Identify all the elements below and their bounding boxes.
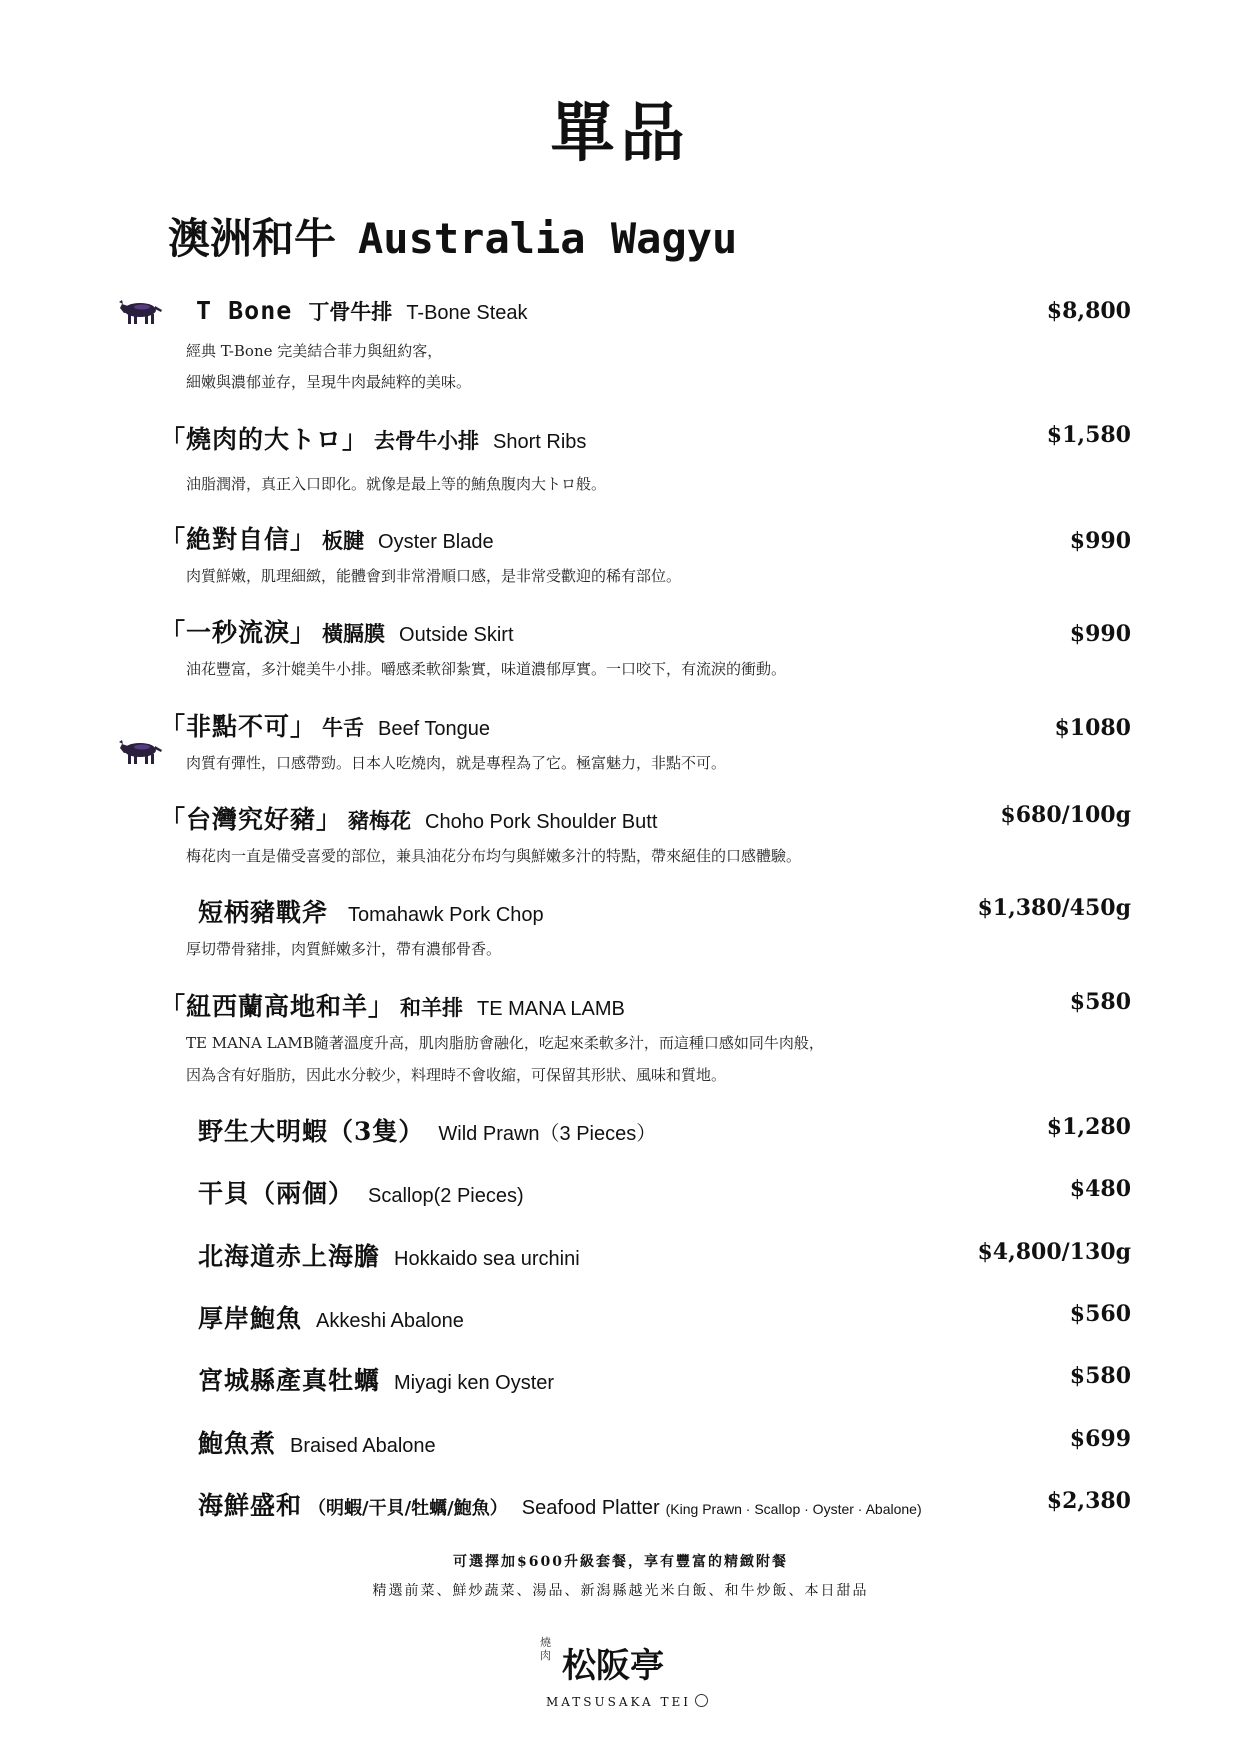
item-desc-line: 油脂潤滑，真正入口即化。就像是最上等的鮪魚腹肉大トロ般。 [186, 475, 607, 493]
item-name-en: Choho Pork Shoulder Butt [425, 811, 658, 833]
logo-main-text: 松阪亭 [562, 1646, 664, 1686]
item-name-en: Hokkaido sea urchini [394, 1248, 580, 1270]
menu-item-wild-prawn [172, 1112, 1131, 1152]
item-name-zh: 干貝（兩個） [198, 1179, 355, 1208]
item-name-en: Akkeshi Abalone [316, 1310, 464, 1332]
page-title: 單品 [550, 96, 691, 171]
item-name-en: Outside Skirt [399, 624, 514, 646]
item-name-en: Scallop(2 Pieces) [368, 1185, 524, 1207]
item-price: $990 [1069, 528, 1131, 554]
item-name-en: Oyster Blade [378, 531, 494, 553]
item-price: $1,380/450g [977, 895, 1131, 921]
item-sub-zh: 橫膈膜 [322, 621, 386, 646]
item-sub-zh: （明蝦/干貝/牡蠣/鮑魚） [308, 1498, 508, 1519]
menu-item-outside-skirt [160, 613, 1131, 685]
bull-icon [116, 296, 166, 326]
item-sub-zh: 板腱 [322, 528, 365, 553]
item-name-zh: 厚岸鮑魚 [198, 1304, 303, 1333]
logo-en-text [546, 1694, 708, 1709]
item-price: $2,380 [1046, 1488, 1131, 1514]
item-sub-zh: 和羊排 [400, 995, 464, 1020]
item-desc-line: 厚切帶骨豬排，肉質鮮嫩多汁，帶有濃郁骨香。 [186, 940, 502, 958]
item-price: $560 [1069, 1301, 1131, 1327]
item-name-en: T-Bone Steak [406, 302, 528, 324]
item-price: $580 [1069, 989, 1131, 1015]
item-name-zh: 北海道赤上海膽 [198, 1242, 381, 1271]
item-desc-line: 肉質有彈性，口感帶勁。日本人吃燒肉，就是專程為了它。極富魅力，非點不可。 [186, 754, 727, 772]
item-desc-line: 因為含有好脂肪，因此水分較少，料理時不會收縮，可保留其形狀、風味和質地。 [186, 1066, 727, 1084]
item-name-en: Wild Prawn（3 Pieces） [438, 1123, 657, 1145]
menu-item-oyster-blade [160, 520, 1131, 592]
item-price: $990 [1069, 621, 1131, 647]
item-desc-line: 經典 T-Bone 完美結合菲力與紐約客， [186, 342, 443, 360]
item-name-zh: T Bone [196, 296, 293, 325]
item-desc-line: 細嫩與濃郁並存，呈現牛肉最純粹的美味。 [186, 373, 472, 391]
item-sub-zh: 去骨牛小排 [374, 428, 480, 453]
menu-item-scallop [172, 1174, 1131, 1214]
bull-icon [116, 736, 166, 766]
item-name-zh: 「非點不可」 [160, 712, 317, 741]
item-name-zh: 「台灣究好豬」 [160, 805, 343, 834]
item-price: $680/100g [1000, 802, 1131, 828]
section-title [168, 206, 737, 266]
item-price: $1,280 [1046, 1114, 1131, 1140]
menu-item-akkeshi-abalone [172, 1299, 1131, 1339]
item-price: $1080 [1054, 715, 1131, 741]
item-name-en: Short Ribs [493, 431, 587, 453]
menu-item-tomahawk-pork [172, 893, 1131, 965]
item-price: $480 [1069, 1176, 1131, 1202]
menu-item-tbone [172, 296, 1131, 398]
menu-item-beef-tongue [160, 707, 1131, 779]
logo-en-label: MATSUSAKA TEI [546, 1695, 691, 1709]
menu-item-pork-shoulder [160, 800, 1131, 872]
item-price: $8,800 [1046, 298, 1131, 324]
item-sub-zh: 牛舌 [322, 715, 365, 740]
section-title-zh: 澳洲和牛 [168, 214, 337, 263]
item-name-zh: 宮城縣產真牡蠣 [198, 1366, 381, 1395]
restaurant-logo [540, 1636, 700, 1726]
section-title-en: Australia Wagyu [358, 214, 738, 263]
item-desc-line: TE MANA LAMB隨著溫度升高，肌肉脂肪會融化，吃起來柔軟多汁，而這種口感如同牛肉般， [186, 1034, 824, 1052]
menu-item-miyagi-oyster [172, 1361, 1131, 1401]
item-name-en: Tomahawk Pork Chop [348, 904, 544, 926]
item-name-en: Braised Abalone [290, 1435, 436, 1457]
item-name-en: Miyagi ken Oyster [394, 1372, 555, 1394]
menu-item-lamb [160, 987, 1131, 1091]
item-sub-zh: 丁骨牛排 [308, 299, 393, 324]
item-name-zh: 海鮮盛和 [198, 1491, 303, 1520]
set-includes-note: 精選前菜、鮮炒蔬菜、湯品、新潟縣越光米白飯、和牛炒飯、本日甜品 [372, 1583, 869, 1599]
item-desc-line: 梅花肉一直是備受喜愛的部位，兼具油花分布均勻與鮮嫩多汁的特點，帶來絕佳的口感體驗。 [186, 847, 802, 865]
item-name-en: TE MANA LAMB [477, 998, 625, 1020]
item-name-zh: 「紐西蘭高地和羊」 [160, 992, 395, 1021]
item-note-en: (King Prawn · Scallop · Oyster · Abalone) [665, 1501, 922, 1517]
item-price: $1,580 [1046, 422, 1131, 448]
logo-mark-icon [695, 1694, 708, 1707]
item-desc-line: 油花豐富，多汁媲美牛小排。嚼感柔軟卻紮實，味道濃郁厚實。一口咬下，有流淚的衝動。 [186, 660, 787, 678]
item-price: $699 [1069, 1426, 1131, 1452]
item-name-zh: 「燒肉的大トロ」 [160, 425, 369, 454]
item-price: $580 [1069, 1363, 1131, 1389]
menu-item-short-ribs [160, 420, 1131, 500]
item-name-zh: 野生大明蝦（3隻） [198, 1117, 425, 1146]
menu-item-braised-abalone [172, 1424, 1131, 1464]
item-price: $4,800/130g [977, 1239, 1131, 1265]
item-name-zh: 短柄豬戰斧 [198, 898, 329, 927]
item-name-en: Beef Tongue [378, 718, 490, 740]
item-sub-zh: 豬梅花 [348, 808, 412, 833]
item-name-zh: 「絶對自信」 [160, 525, 317, 554]
item-name-zh: 鮑魚煮 [198, 1429, 277, 1458]
logo-side-text: 燒肉 [540, 1636, 551, 1662]
item-name-zh: 「一秒流淚」 [160, 618, 317, 647]
item-name-en: Seafood Platter [521, 1497, 660, 1519]
upgrade-note: 可選擇加$600升級套餐，享有豐富的精緻附餐 [453, 1554, 788, 1570]
menu-item-sea-urchin [172, 1237, 1131, 1277]
menu-item-seafood-platter [172, 1486, 1131, 1526]
item-desc-line: 肉質鮮嫩，肌理細緻，能體會到非常滑順口感，是非常受歡迎的稀有部位。 [186, 567, 682, 585]
